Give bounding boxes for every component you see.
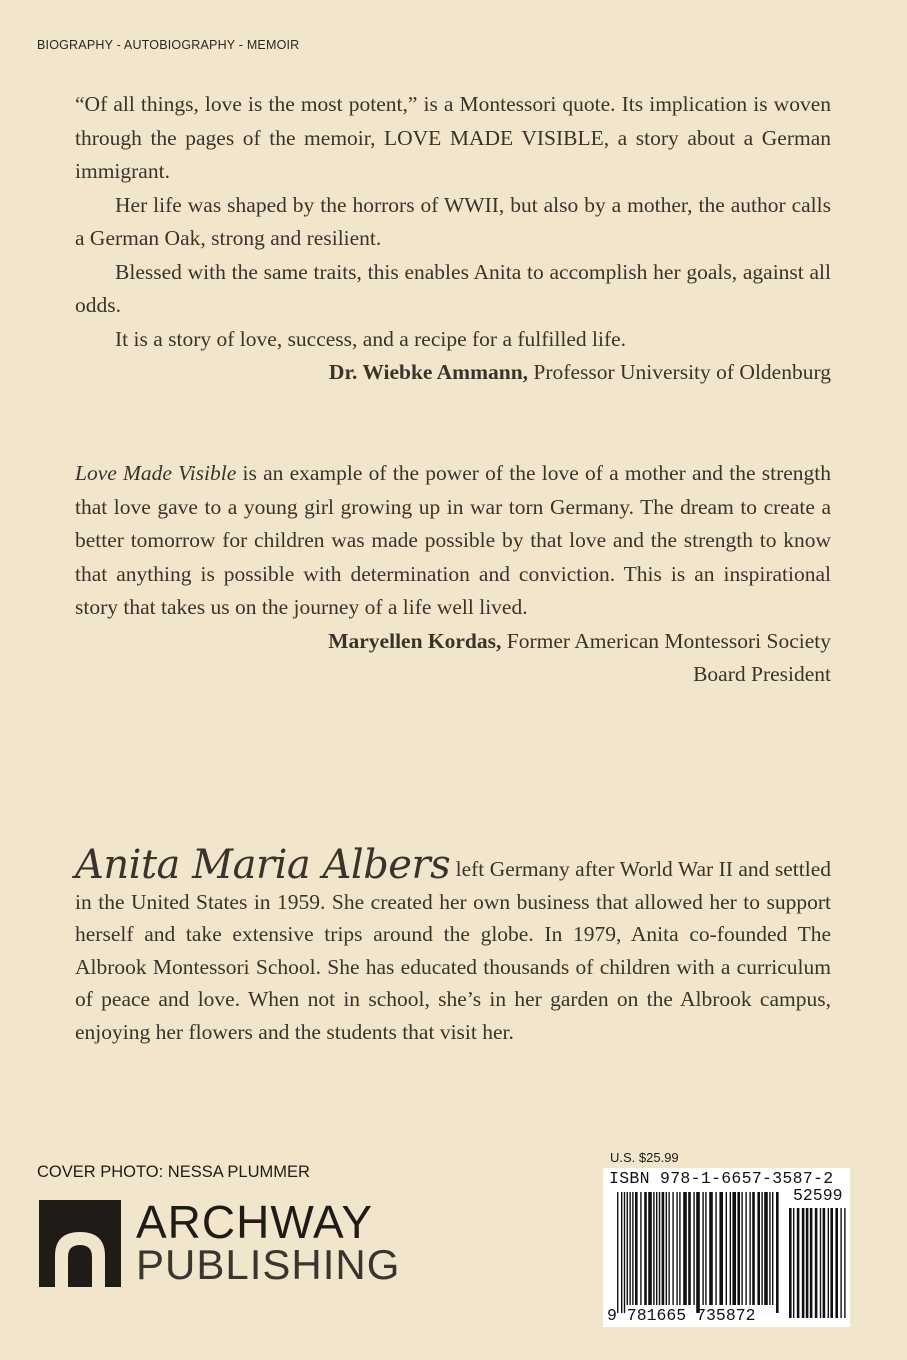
isbn-number: ISBN 978-1-6657-3587-2 <box>609 1169 834 1188</box>
barcode-bar <box>644 1192 647 1305</box>
publisher-name-line2: PUBLISHING <box>136 1241 401 1288</box>
barcode-bar <box>621 1192 622 1313</box>
barcode-bar <box>656 1192 657 1305</box>
addon-bar <box>840 1208 841 1318</box>
barcode-bar <box>749 1192 750 1305</box>
addon-bar <box>802 1208 805 1318</box>
barcode-bar <box>752 1192 755 1305</box>
review-1 <box>75 88 831 390</box>
price-addon-code: 52599 <box>793 1186 843 1205</box>
barcode-bar <box>696 1192 700 1313</box>
review-1-paragraph: Blessed with the same traits, this enables Anita to accomplish her goals, against all odds. <box>75 259 831 317</box>
barcode-bar <box>662 1192 665 1305</box>
review-1-author: Dr. Wiebke Ammann, <box>328 360 529 384</box>
author-name: Anita Maria Albers <box>75 842 451 888</box>
barcode-bar <box>757 1192 760 1305</box>
barcode-bar <box>693 1192 694 1305</box>
category-label: BIOGRAPHY - AUTOBIOGRAPHY - MEMOIR <box>37 38 300 52</box>
review-2-attribution <box>75 625 831 659</box>
addon-bar <box>844 1208 845 1318</box>
barcode-bar <box>635 1192 638 1305</box>
barcode-bar <box>719 1192 723 1305</box>
barcode-bar <box>772 1192 773 1305</box>
addon-bar <box>820 1208 821 1318</box>
author-bio-paragraph <box>75 842 831 1048</box>
review-2-paragraph <box>75 457 831 625</box>
book-title: Love Made Visible <box>75 461 237 485</box>
barcode-bar <box>666 1192 667 1305</box>
barcode-bar <box>764 1192 768 1305</box>
barcode-bar <box>648 1192 652 1305</box>
ean-digits: 9 781665 735872 <box>607 1306 756 1325</box>
barcode-bar <box>617 1192 618 1313</box>
barcode-bar <box>624 1192 625 1313</box>
barcode-bar <box>769 1192 770 1305</box>
barcode-bar <box>640 1192 641 1305</box>
review-1-role: Professor University of Oldenburg <box>533 360 831 384</box>
addon-bar <box>828 1208 829 1318</box>
barcode-bar <box>737 1192 740 1305</box>
barcode-bar <box>705 1192 706 1305</box>
barcode-bar <box>629 1192 630 1305</box>
review-1-paragraph: It is a story of love, success, and a recipe for a fulfilled life. <box>115 326 627 351</box>
addon-bar <box>797 1208 800 1318</box>
addon-bar <box>830 1208 833 1318</box>
barcode-bar <box>726 1192 727 1305</box>
barcode-bar <box>741 1192 742 1305</box>
review-2 <box>75 457 831 692</box>
publisher-name-line1: ARCHWAY <box>136 1196 373 1248</box>
addon-bar <box>810 1208 813 1318</box>
addon-bar <box>789 1208 792 1318</box>
cover-photo-credit: COVER PHOTO: NESSA PLUMMER <box>37 1163 310 1181</box>
barcode-bar <box>627 1192 628 1305</box>
barcode-bar <box>668 1192 669 1305</box>
review-1-paragraph: Her life was shaped by the horrors of WWII, but also by a mother, the author calls a German Oak, strong and resilient. <box>75 192 831 250</box>
price-label: U.S. $25.99 <box>610 1150 679 1165</box>
barcode-bar <box>730 1192 731 1305</box>
barcode-bar <box>702 1192 703 1305</box>
barcode-bar <box>683 1192 687 1305</box>
barcode-bar <box>653 1192 654 1305</box>
barcode-bar <box>732 1192 736 1305</box>
addon-bar <box>793 1208 794 1318</box>
barcode-bar <box>776 1192 779 1313</box>
addon-bar <box>806 1208 809 1318</box>
review-2-author: Maryellen Kordas, <box>328 628 502 653</box>
barcode-bar <box>715 1192 716 1305</box>
barcode-bar <box>745 1192 746 1305</box>
review-2-role-line2: Board President <box>693 662 831 686</box>
barcode-bar <box>672 1192 673 1305</box>
barcode-bar <box>659 1192 660 1305</box>
barcode-bar <box>761 1192 762 1305</box>
review-1-paragraph: “Of all things, love is the most potent,” is a Montessori quote. Its implication is woven through the pages of the memoir, LOVE MADE VISIBLE, a story about a German immigrant. <box>75 92 831 183</box>
review-1-attribution <box>75 356 831 390</box>
archway-logo-icon <box>39 1200 121 1287</box>
author-bio <box>75 842 831 1048</box>
author-bio-text: left Germany after World War II and settled in the United States in 1959. She created her own business that allowed her to support herself and take extensive trips around the globe. In 1979, Anita co-founded The Albrook Montessori School. She has educated thousands of children with a curriculum of peace and love. When not in school, she’s in her garden on the Albrook campus, enjoying her flowers and the students that visit her. <box>75 857 831 1044</box>
addon-bar <box>835 1208 838 1318</box>
addon-bar <box>823 1208 826 1318</box>
barcode-bar <box>709 1192 713 1305</box>
review-2-text: is an example of the power of the love of a mother and the strength that love gave to a young girl growing up in war torn Germany. The dream to create a better tomorrow for children was made possible by that love and the strength to know that anything is possible with determination and conviction. This is an inspirational story that takes us on the journey of a life well lived. <box>75 461 831 619</box>
barcode-bar <box>688 1192 691 1305</box>
barcode-bar <box>676 1192 677 1305</box>
addon-bar <box>815 1208 818 1318</box>
barcode-bar <box>679 1192 680 1305</box>
barcode-bar <box>632 1192 633 1305</box>
isbn-barcode <box>603 1168 850 1327</box>
review-2-role: Former American Montessori Society <box>506 628 831 653</box>
